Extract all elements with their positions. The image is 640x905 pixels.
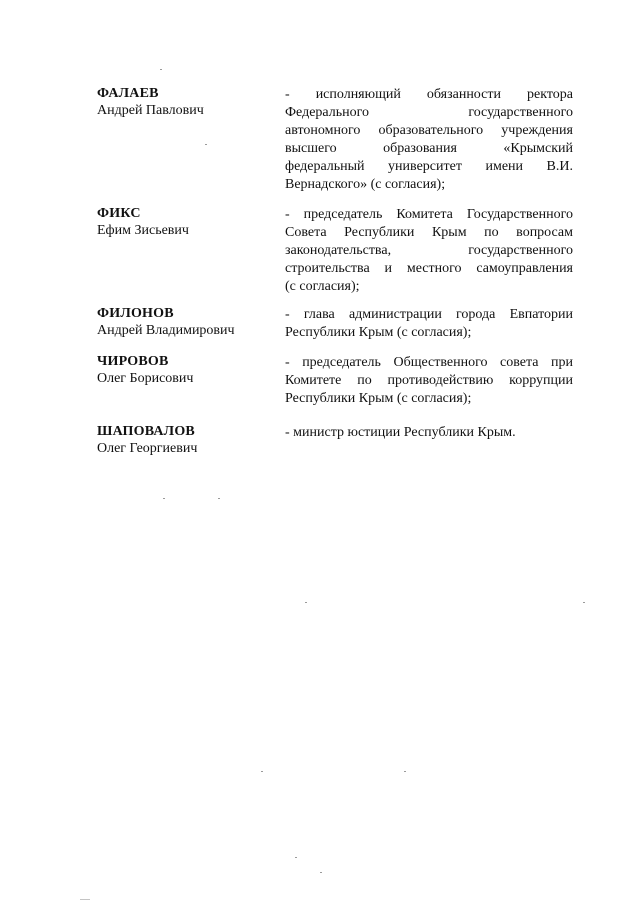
role-line: - министр юстиции Республики Крым.: [285, 425, 516, 440]
role-line: (с согласия);: [285, 279, 360, 294]
scan-speck: [218, 498, 220, 499]
role-line: законодательства, государственного: [285, 243, 573, 258]
scan-speck: [295, 857, 297, 858]
scan-speck: [163, 498, 165, 499]
member-surname: ФАЛАЕВ: [97, 86, 159, 101]
member-role: [285, 306, 573, 342]
member-role: [285, 354, 573, 408]
member-surname: ФИКС: [97, 206, 141, 221]
role-line: Комитете по противодействию коррупции: [285, 373, 573, 388]
member-given-names: Андрей Владимирович: [97, 323, 235, 338]
role-line: Федерального государственного: [285, 105, 573, 120]
scan-speck: [404, 771, 406, 772]
member-role: [285, 206, 573, 296]
role-line: Совета Республики Крым по вопросам: [285, 225, 573, 240]
role-line: федеральный университет имени В.И.: [285, 159, 573, 174]
role-line: Республики Крым (с согласия);: [285, 325, 472, 340]
scan-speck: [583, 602, 585, 603]
scan-speck: [261, 771, 263, 772]
role-line: высшего образования «Крымский: [285, 141, 573, 156]
member-given-names: Олег Георгиевич: [97, 441, 198, 456]
scan-speck: [305, 602, 307, 603]
role-line: строительства и местного самоуправления: [285, 261, 573, 276]
member-surname: ФИЛОНОВ: [97, 306, 174, 321]
member-role: [285, 86, 573, 194]
scan-speck: [80, 899, 90, 900]
role-line: - глава администрации города Евпатории: [285, 307, 573, 322]
scan-speck: [160, 69, 162, 70]
scan-speck: [320, 872, 322, 873]
role-line: - председатель Общественного совета при: [285, 355, 573, 370]
role-line: Вернадского» (с согласия);: [285, 177, 446, 192]
member-role: [285, 424, 573, 442]
member-given-names: Андрей Павлович: [97, 103, 204, 118]
role-line: - председатель Комитета Государственного: [285, 207, 573, 222]
role-line: автономного образовательного учреждения: [285, 123, 573, 138]
member-surname: ШАПОВАЛОВ: [97, 424, 195, 439]
scan-speck: [205, 144, 207, 145]
role-line: - исполняющий обязанности ректора: [285, 87, 573, 102]
member-given-names: Олег Борисович: [97, 371, 194, 386]
member-surname: ЧИРОВОВ: [97, 354, 169, 369]
role-line: Республики Крым (с согласия);: [285, 391, 472, 406]
member-given-names: Ефим Зисьевич: [97, 223, 189, 238]
